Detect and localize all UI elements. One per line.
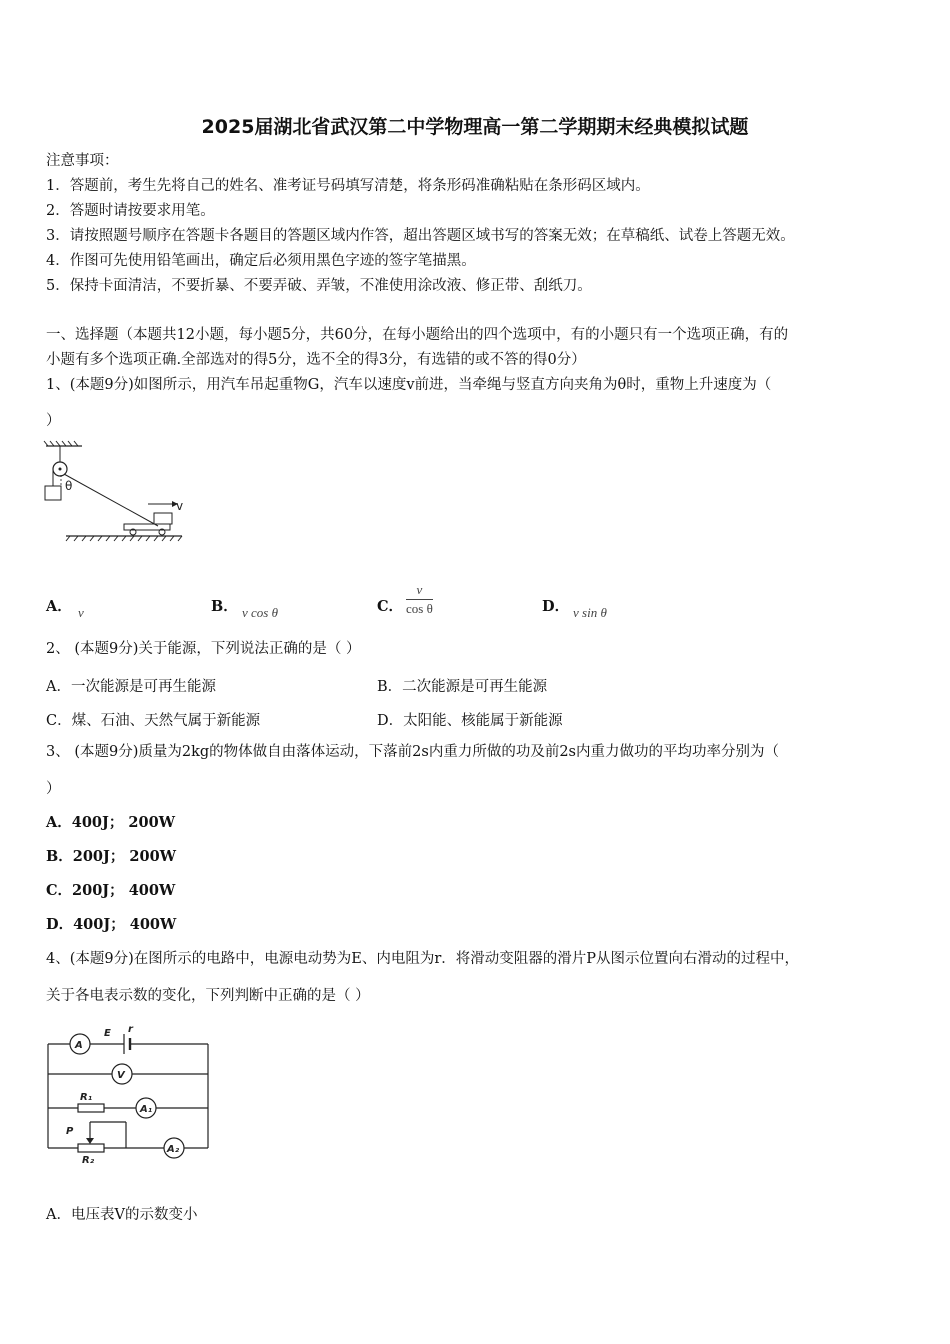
q1-option-c-denominator: cos θ [406,601,433,616]
q2-option-b: B．二次能源是可再生能源 [377,679,548,695]
q1-option-c-fraction [406,582,433,617]
notice-item: 4．作图可先使用铅笔画出，确定后必须用黑色字迹的签字笔描黑。 [46,253,476,269]
notice-heading: 注意事项： [46,153,119,169]
q1-option-c-numerator: v [406,582,433,600]
q3-option-c: C．200J； 400W [46,882,176,899]
q1-stem-close: ） [46,413,61,429]
section-heading-line2: 小题有多个选项正确.全部选对的得5分，选不全的得3分，有选错的或不答的得0分） [46,352,586,368]
q3-option-a: A．400J； 200W [46,814,175,831]
q3-option-b: B．200J； 200W [46,848,176,865]
q1-theta-label: θ [65,479,73,493]
q3-option-d: D．400J； 400W [46,916,177,933]
notice-item: 1．答题前，考生先将自己的姓名、准考证号码填写清楚，将条形码准确粘贴在条形码区域内。 [46,178,650,194]
q4-stem: 4、(本题9分)在图所示的电路中，电源电动势为E、内电阻为r．将滑动变阻器的滑片P从图示位置向右滑动的过程中， [46,951,800,967]
q4-r2-label: R₂ [82,1155,95,1164]
q1-crane-figure [40,440,200,546]
q4-voltmeter-label: V [117,1070,125,1081]
q4-internal-r-label: r [128,1024,133,1035]
notice-item: 2．答题时请按要求用笔。 [46,203,215,219]
q2-stem: 2、 (本题9分)关于能源，下列说法正确的是（ ） [46,641,361,657]
q4-slider-p-label: P [66,1126,74,1137]
q4-stem-line2: 关于各电表示数的变化，下列判断中正确的是（ ） [46,988,370,1004]
q1-option-a-label: A． [46,598,72,615]
q3-stem-close: ） [46,781,61,797]
q4-r1-label: R₁ [80,1092,93,1103]
notice-item: 3．请按照题号顺序在答题卡各题目的答题区域内作答，超出答题区域书写的答案无效；在草稿纸、试卷上答题无效。 [46,228,795,244]
q4-option-a: A．电压表V的示数变小 [46,1207,198,1223]
section-heading-line1: 一、选择题（本题共12小题，每小题5分，共60分，在每小题给出的四个选项中，有的小题只有一个选项正确，有的 [46,327,789,343]
q1-option-a-expr: v [78,605,84,620]
q4-ammeter-a2-label: A₂ [167,1144,180,1155]
q4-ammeter-a-label: A [75,1040,83,1051]
q1-option-d-label: D． [542,598,570,615]
q1-stem: 1、(本题9分)如图所示，用汽车吊起重物G，汽车以速度v前进，当牵绳与竖直方向夹角为θ时，重物上升速度为（ [46,377,772,393]
q1-v-label: v [176,499,184,513]
q2-option-a: A．一次能源是可再生能源 [46,679,216,695]
q4-ammeter-a1-label: A₁ [140,1104,153,1115]
exam-title: 2025届湖北省武汉第二中学物理高一第二学期期末经典模拟试题 [201,116,749,138]
q2-option-d: D．太阳能、核能属于新能源 [377,713,563,729]
q1-option-d-expr: v sin θ [573,605,607,620]
q1-option-b-label: B． [211,598,238,615]
q4-emf-label: E [104,1028,111,1039]
q1-option-b-expr: v cos θ [242,605,278,620]
q2-option-c: C．煤、石油、天然气属于新能源 [46,713,261,729]
q1-option-c-label: C． [377,598,404,615]
q3-stem: 3、 (本题9分)质量为2kg的物体做自由落体运动，下落前2s内重力所做的功及前2s内重力做功的平均功率分别为（ [46,744,779,760]
notice-item: 5．保持卡面清洁，不要折暴、不要弄破、弄皱，不准使用涂改液、修正带、刮纸刀。 [46,278,592,294]
q4-circuit-figure [40,1022,220,1164]
